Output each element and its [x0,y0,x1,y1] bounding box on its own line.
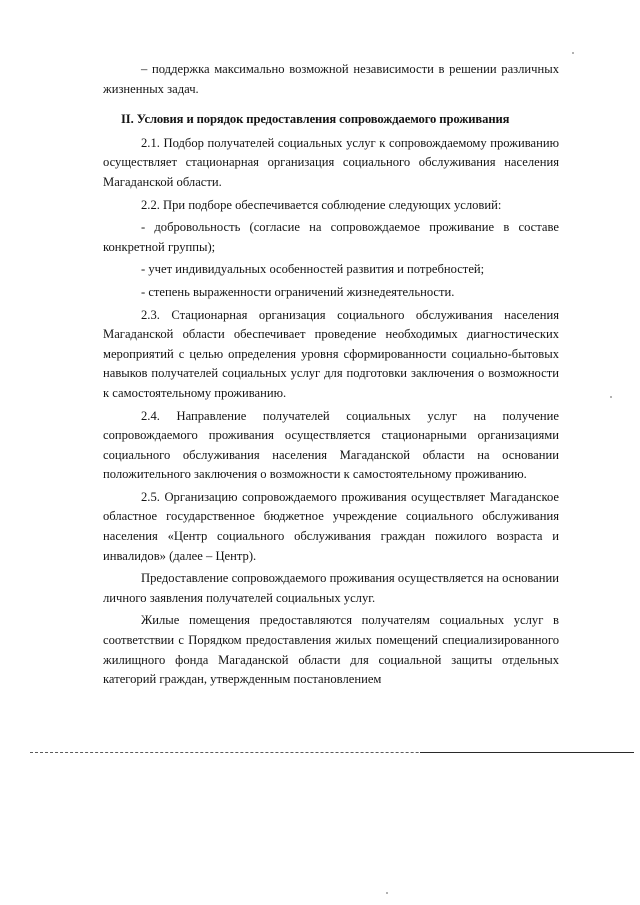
page-bottom-rule-solid [420,752,634,753]
paragraph-independence: – поддержка максимально возможной независимости в решении различных жизненных задач. [103,62,559,96]
paragraph-2-4: 2.4. Направление получателей социальных услуг на получение сопровождаемого проживания осуществляется стационарными организациями социального обслуживания населения Магаданской области на основании положительного заключения о возможности к самостоятельному проживанию. [103,408,559,482]
paragraph-2-1: 2.1. Подбор получателей социальных услуг к сопровождаемому проживанию осуществляет стационарная организация социального обслуживания населения Магаданской области. [103,135,559,189]
paragraph-application: Предоставление сопровождаемого проживания осуществляется на основании личного заявления получателей социальных услуг. [103,571,559,605]
scan-speck [386,892,388,894]
condition-voluntariness: - добровольность (согласие на сопровождаемое проживание в составе конкретной группы); [103,220,559,254]
condition-individual-features: - учет индивидуальных особенностей развития и потребностей; [141,262,485,277]
paragraph-2-3: 2.3. Стационарная организация социального обслуживания населения Магаданской области обеспечивает проведение необходимых диагностических мероприятий с целью определения уровня сформированности социально-бытовых навыков получателей социальных услуг для подготовки заключения о возможности к самостоятельному проживанию. [103,307,559,400]
section-heading: II. Условия и порядок предоставления сопровождаемого проживания [121,112,510,127]
paragraph-2-5: 2.5. Организацию сопровождаемого проживания осуществляет Магаданское областное государственное бюджетное учреждение социального обслуживания населения «Центр социального обслуживания граждан пожилого возраста и инвалидов» (далее – Центр). [103,489,559,563]
paragraph-2-2: 2.2. При подборе обеспечивается соблюдение следующих условий: [141,197,502,212]
scan-speck [610,396,612,398]
condition-limitations: - степень выраженности ограничений жизнедеятельности. [141,284,455,299]
document-body [103,60,559,693]
scan-speck [572,52,574,54]
paragraph-housing: Жилые помещения предоставляются получателям социальных услуг в соответствии с Порядком предоставления жилых помещений специализированного жилищного фонда Магаданской области для социальной защиты отдельных категорий граждан, утвержденным постановлением [103,613,559,687]
